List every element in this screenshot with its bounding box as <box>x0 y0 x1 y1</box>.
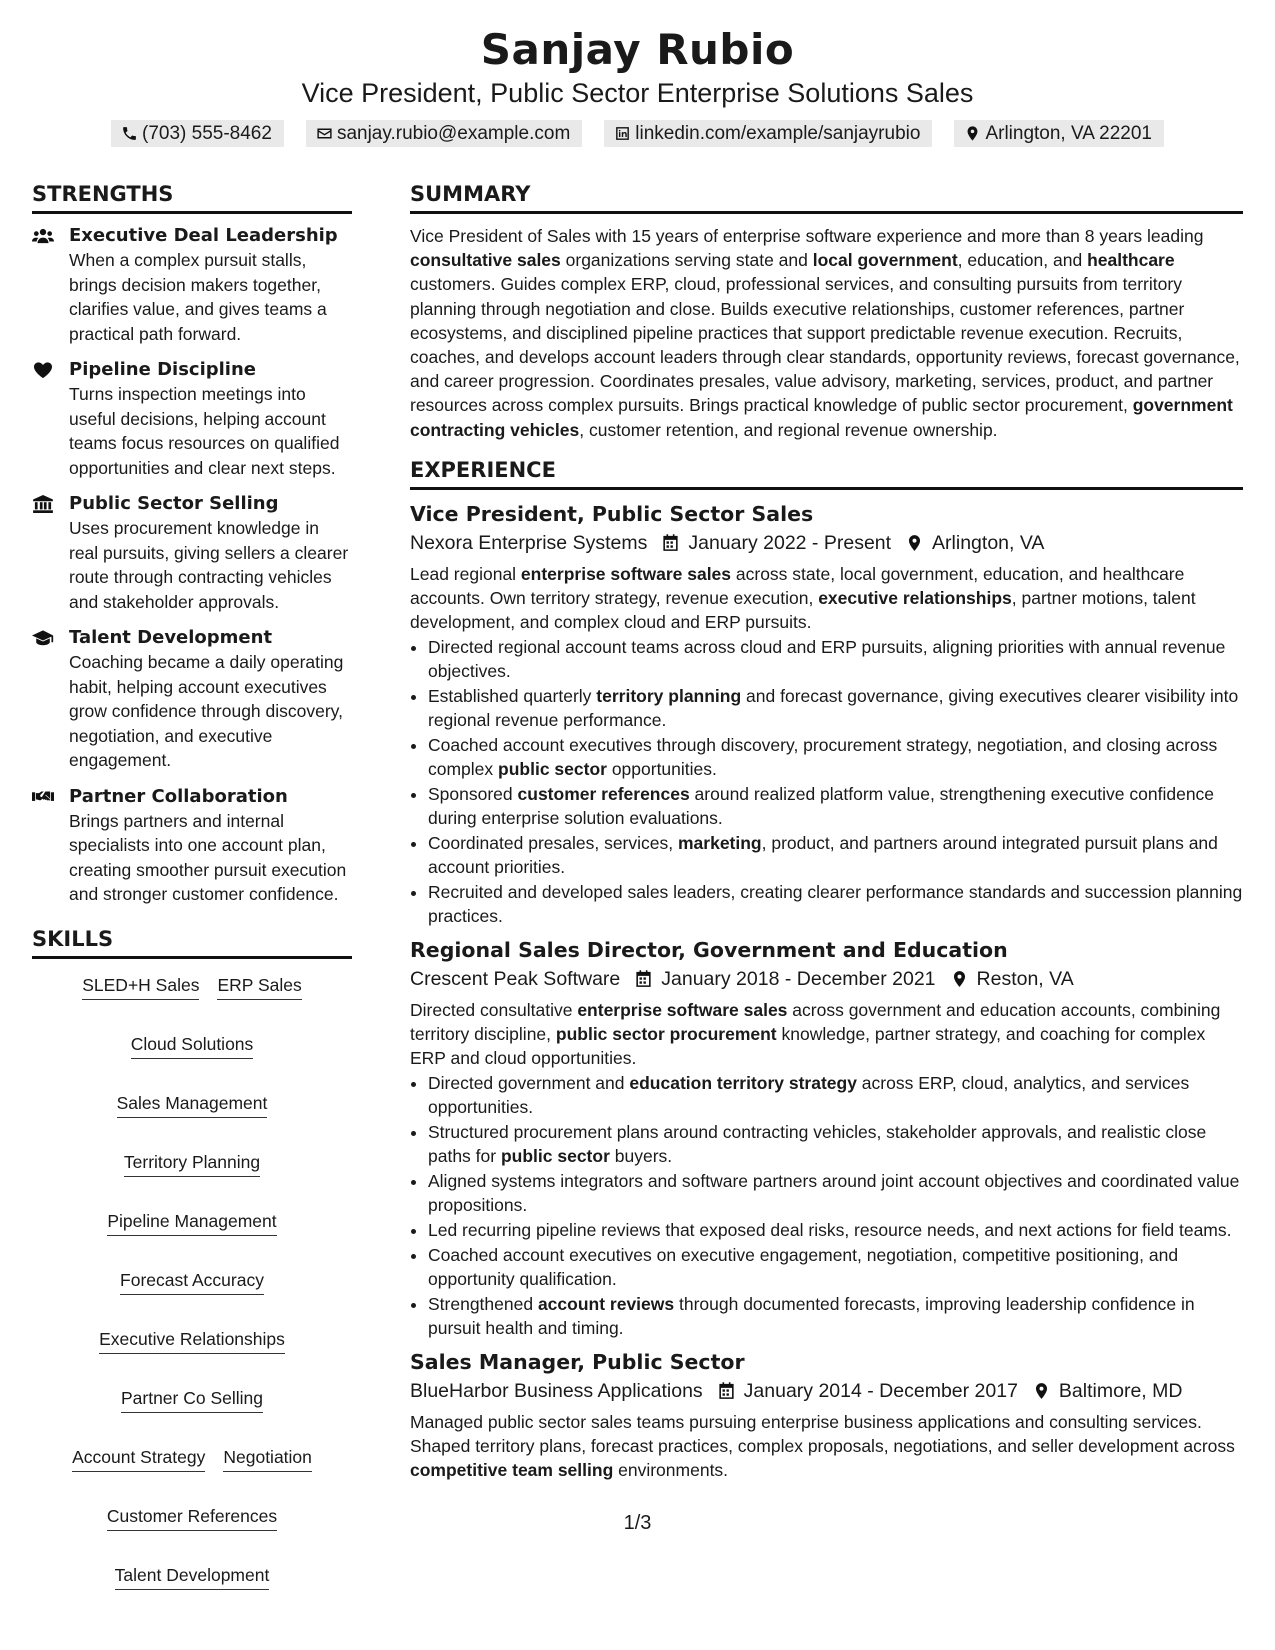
job-location: Arlington, VA <box>932 531 1045 554</box>
job-dates: January 2014 - December 2017 <box>743 1379 1018 1402</box>
text-run: and forecast governance, giving executives clearer visibility into regional revenue performance. <box>428 685 1239 730</box>
text-run: opportunities. <box>606 758 717 779</box>
strength-item <box>32 785 352 907</box>
job-bullets <box>410 635 1243 928</box>
text-run: customers. Guides complex ERP, cloud, professional services, and consulting pursuits from territory planning through negotiation and close. Builds executive relationships, customer references, partner ecosystems, and disciplined pipeline practices that support predictable revenue execution. Recruits, coaches, and develops account leaders through clear standards, opportunity reviews, forecast governance, and career progression. Coordinates presales, value advisory, marketing, services, product, and partner resources across complex pursuits. Brings practical knowledge of public sector procurement, <box>410 274 1240 416</box>
bold-phrase: consultative sales <box>410 250 561 271</box>
job-bullet <box>428 1120 1243 1168</box>
job-bullet <box>428 1218 1243 1242</box>
contact-location <box>954 120 1164 147</box>
building-icon <box>32 495 54 513</box>
text-run: , product, and partners around integrated pursuit plans and account priorities. <box>428 832 1218 877</box>
strength-title: Executive Deal Leadership <box>69 225 338 246</box>
job-title: Sales Manager, Public Sector <box>410 1349 745 1374</box>
job-title: Vice President, Public Sector Sales <box>410 501 814 526</box>
bold-phrase: public sector <box>500 1145 610 1166</box>
text-run: Managed public sector sales teams pursuing enterprise business applications and consulting services. Shaped territory plans, forecast practices, complex proposals, negotiations, and seller development across <box>410 1411 1235 1456</box>
job-meta <box>410 964 1243 994</box>
text-run: Coached account executives on executive engagement, negotiation, competitive positioning, and opportunity qualification. <box>428 1244 1179 1289</box>
job-meta <box>410 528 1243 558</box>
text-run: across ERP, cloud, analytics, and services opportunities. <box>428 1072 1190 1117</box>
text-run: Lead regional <box>410 563 521 584</box>
page-number: 1/3 <box>623 1512 652 1534</box>
skill-tag: Partner Co Selling <box>121 1386 263 1413</box>
location-text: Arlington, VA 22201 <box>985 123 1152 144</box>
text-run: Strengthened <box>428 1293 538 1314</box>
calendar-icon <box>661 533 680 553</box>
job-company: BlueHarbor Business Applications <box>410 1379 703 1402</box>
experience-heading: EXPERIENCE <box>410 456 1243 490</box>
skill-tag: SLED+H Sales <box>82 973 199 1000</box>
text-run: around realized platform value, strengthening executive confidence during enterprise solution evaluations. <box>428 783 1215 828</box>
job-bullet <box>428 1292 1243 1340</box>
skill-tag: Account Strategy <box>72 1445 205 1472</box>
skill-tag: Cloud Solutions <box>131 1032 254 1059</box>
job-bullet <box>428 880 1243 928</box>
text-run: , customer retention, and regional revenue ownership. <box>579 419 998 440</box>
skills-list <box>32 969 352 1590</box>
text-run: Sponsored <box>428 783 518 804</box>
summary-text <box>410 224 1243 442</box>
bold-phrase: public sector procurement <box>555 1023 777 1044</box>
location-icon <box>905 533 924 553</box>
bold-phrase: territory planning <box>596 685 742 706</box>
location-icon <box>964 125 981 142</box>
bold-phrase: enterprise software sales <box>577 999 788 1020</box>
skill-tag: Talent Development <box>115 1563 270 1590</box>
job-meta <box>410 1376 1243 1406</box>
candidate-title: Vice President, Public Sector Enterprise Solutions Sales <box>301 78 974 108</box>
skill-tag: ERP Sales <box>217 973 301 1000</box>
strength-item <box>32 358 352 480</box>
bold-phrase: healthcare <box>1087 250 1175 271</box>
bold-phrase: government contracting vehicles <box>410 395 1233 440</box>
job-dates: January 2022 - Present <box>688 531 892 554</box>
strength-title: Talent Development <box>69 627 273 648</box>
job-bullet <box>428 1243 1243 1291</box>
resume-header <box>0 0 1275 147</box>
graduation-cap-icon <box>32 629 54 647</box>
job-bullet <box>428 684 1243 732</box>
strength-desc: Uses procurement knowledge in real pursuits, giving sellers a clearer route through contracting vehicles and stakeholder approvals. <box>69 518 349 612</box>
job-bullet <box>428 831 1243 879</box>
contact-linkedin[interactable] <box>604 120 932 147</box>
job-description <box>410 998 1243 1070</box>
linkedin-icon <box>614 125 631 142</box>
strength-desc: Turns inspection meetings into useful decisions, helping account teams focus resources on qualified opportunities and clear next steps. <box>69 384 340 478</box>
text-run: Structured procurement plans around contracting vehicles, stakeholder approvals, and realistic close paths for <box>428 1121 1207 1166</box>
handshake-icon <box>32 788 54 806</box>
candidate-name: Sanjay Rubio <box>480 25 795 74</box>
bold-phrase: public sector <box>498 758 607 779</box>
job-bullet <box>428 782 1243 830</box>
strength-item <box>32 492 352 614</box>
users-icon <box>32 227 54 245</box>
linkedin-text[interactable]: linkedin.com/example/sanjayrubio <box>635 123 921 144</box>
bold-phrase: local government <box>812 250 958 271</box>
experience-list <box>410 500 1243 1482</box>
strength-item <box>32 224 352 346</box>
text-run: Established quarterly <box>428 685 597 706</box>
resume-body <box>32 180 1243 1590</box>
bold-phrase: marketing <box>677 832 762 853</box>
job-company: Crescent Peak Software <box>410 967 621 990</box>
bold-phrase: competitive team selling <box>410 1459 614 1480</box>
text-run: Directed regional account teams across cloud and ERP pursuits, aligning priorities with annual revenue objectives. <box>428 636 1226 681</box>
right-column <box>410 180 1243 1590</box>
text-run: Vice President of Sales with 15 years of enterprise software experience and more than 8 years leading <box>410 226 1204 246</box>
bold-phrase: executive relationships <box>818 587 1012 608</box>
heart-icon <box>32 361 54 379</box>
text-run: Recruited and developed sales leaders, creating clearer performance standards and succession planning practices. <box>428 881 1243 926</box>
text-run: organizations serving state and <box>560 250 813 271</box>
job-title: Regional Sales Director, Government and Education <box>410 937 1008 962</box>
contact-email[interactable] <box>306 120 582 147</box>
text-run: , education, and <box>957 250 1088 271</box>
text-run: Led recurring pipeline reviews that exposed deal risks, resource needs, and next actions for field teams. <box>428 1219 1232 1240</box>
job-description <box>410 1410 1243 1482</box>
strengths-heading: STRENGTHS <box>32 180 352 214</box>
contact-bar <box>0 120 1275 147</box>
job-location: Baltimore, MD <box>1058 1379 1183 1402</box>
bold-phrase: education territory strategy <box>629 1072 857 1093</box>
calendar-icon <box>634 969 653 989</box>
contact-phone <box>111 120 284 147</box>
skill-tag: Executive Relationships <box>99 1327 285 1354</box>
job-dates: January 2018 - December 2021 <box>661 967 936 990</box>
skill-tag: Negotiation <box>223 1445 312 1472</box>
strength-desc: Coaching became a daily operating habit, helping account executives grow confidence through discovery, negotiation, and executive engagement. <box>69 652 344 770</box>
skill-tag: Customer References <box>107 1504 277 1531</box>
left-column <box>32 180 352 1590</box>
text-run: across government and education accounts, combining territory discipline, <box>410 999 1221 1044</box>
skill-tag: Sales Management <box>117 1091 268 1118</box>
job-bullet <box>428 1071 1243 1119</box>
job-location: Reston, VA <box>976 967 1074 990</box>
job-bullet <box>428 635 1243 683</box>
text-run: , partner motions, talent development, and complex cloud and ERP pursuits. <box>410 587 1196 632</box>
job-bullets <box>410 1071 1243 1340</box>
bold-phrase: account reviews <box>537 1293 675 1314</box>
strength-desc: When a complex pursuit stalls, brings decision makers together, clarifies value, and gives teams a practical path forward. <box>69 250 327 344</box>
strength-title: Pipeline Discipline <box>69 359 256 380</box>
phone-icon <box>121 125 138 142</box>
text-run: environments. <box>613 1459 729 1480</box>
bold-phrase: customer references <box>517 783 690 804</box>
summary-heading: SUMMARY <box>410 180 1243 214</box>
skills-heading: SKILLS <box>32 925 352 959</box>
skill-tag: Territory Planning <box>124 1150 260 1177</box>
phone-text: (703) 555-8462 <box>142 123 272 144</box>
text-run: buyers. <box>609 1145 673 1166</box>
text-run: Aligned systems integrators and software partners around joint account objectives and coordinated value propositions. <box>428 1170 1240 1215</box>
bold-phrase: enterprise software sales <box>520 563 732 584</box>
job-bullet <box>428 1169 1243 1217</box>
text-run: Coached account executives through discovery, procurement strategy, negotiation, and closing across complex <box>428 734 1218 779</box>
job-bullet <box>428 733 1243 781</box>
job-description <box>410 562 1243 634</box>
text-run: Directed government and <box>428 1072 630 1093</box>
text-run: Coordinated presales, services, <box>428 832 678 853</box>
job-entry <box>410 1348 1243 1482</box>
text-run: through documented forecasts, improving leadership confidence in pursuit health and timing. <box>428 1293 1195 1338</box>
location-icon <box>1032 1381 1051 1401</box>
envelope-icon <box>316 125 333 142</box>
job-company: Nexora Enterprise Systems <box>410 531 648 554</box>
skill-tag: Forecast Accuracy <box>120 1268 264 1295</box>
text-run: knowledge, partner strategy, and coaching for complex ERP and cloud opportunities. <box>410 1023 1206 1068</box>
strength-item <box>32 626 352 773</box>
job-entry <box>410 500 1243 928</box>
strength-desc: Brings partners and internal specialists into one account plan, creating smoother pursuit execution and stronger customer confidence. <box>69 810 347 904</box>
text-run: Directed consultative <box>410 999 578 1020</box>
text-run: across state, local government, education, and healthcare accounts. Own territory strategy, revenue execution, <box>410 563 1185 608</box>
location-icon <box>950 969 969 989</box>
email-text[interactable]: sanjay.rubio@example.com <box>336 123 571 144</box>
strength-title: Public Sector Selling <box>69 493 279 514</box>
job-entry <box>410 936 1243 1340</box>
calendar-icon <box>717 1381 736 1401</box>
strength-title: Partner Collaboration <box>69 785 288 807</box>
skill-tag: Pipeline Management <box>107 1209 276 1236</box>
